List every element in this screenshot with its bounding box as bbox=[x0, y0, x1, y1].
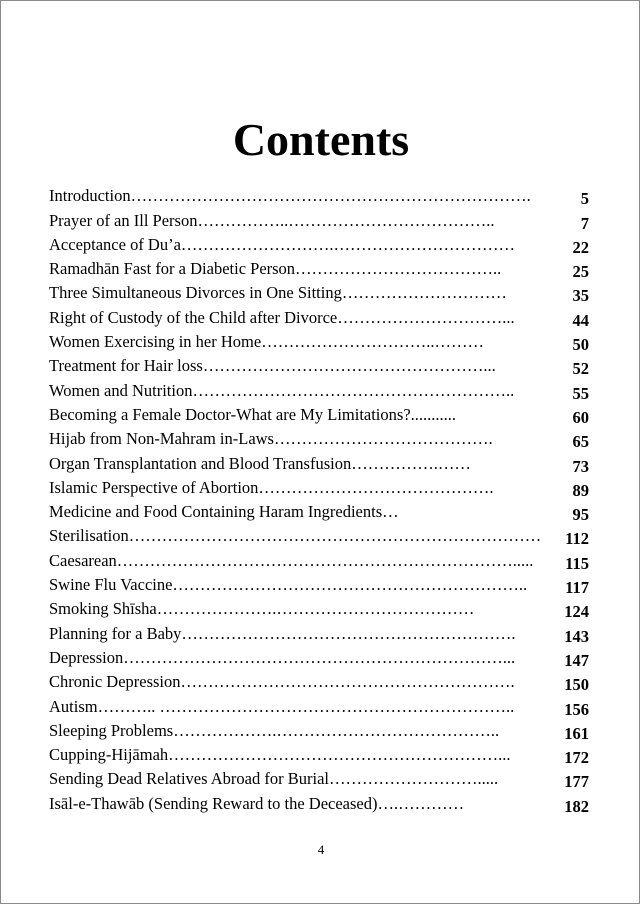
toc-entry bbox=[49, 646, 589, 670]
toc-entry-title: Three Simultaneous Divorces in One Sitting………………………… bbox=[49, 283, 507, 303]
toc-entry-page-number: 35 bbox=[572, 286, 589, 306]
toc-entry-page-number: 147 bbox=[564, 650, 589, 670]
toc-entry-page-number: 89 bbox=[572, 480, 589, 500]
page-number: 4 bbox=[317, 842, 325, 857]
toc-entry-title: Right of Custody of the Child after Divorce…………………………... bbox=[49, 307, 515, 327]
toc-entry-page-number: 143 bbox=[564, 626, 589, 646]
toc-entry-title: Prayer of an Ill Person……………..……………………………….. bbox=[49, 210, 495, 230]
toc-entry-title: Sterilisation………………………………………………………………… bbox=[49, 526, 542, 546]
toc-entry bbox=[49, 305, 589, 329]
table-of-contents bbox=[49, 184, 589, 816]
toc-entry bbox=[49, 548, 589, 572]
toc-entry-title: Sending Dead Relatives Abroad for Burial………………………..... bbox=[49, 769, 499, 789]
toc-entry bbox=[49, 184, 589, 208]
toc-entry-title: Autism……….. ……………………………………………………….. bbox=[49, 696, 515, 716]
toc-entry bbox=[49, 621, 589, 645]
toc-entry-page-number: 172 bbox=[564, 748, 589, 768]
toc-entry bbox=[49, 791, 589, 815]
toc-entry bbox=[49, 767, 589, 791]
toc-entry-page-number: 44 bbox=[572, 310, 589, 330]
toc-entry-title: Chronic Depression……………………………………………………. bbox=[49, 672, 515, 692]
toc-entry bbox=[49, 354, 589, 378]
toc-entry bbox=[49, 670, 589, 694]
toc-entry-title: Treatment for Hair loss……………………………………………... bbox=[49, 356, 496, 376]
toc-entry bbox=[49, 257, 589, 281]
toc-entry bbox=[49, 403, 589, 427]
toc-entry-title: Acceptance of Du’a……………………….…………………………… bbox=[49, 234, 516, 254]
toc-entry-title: Sleeping Problems……………….………………………………….. bbox=[49, 720, 500, 740]
toc-entry-page-number: 50 bbox=[572, 335, 589, 355]
toc-entry-page-number: 124 bbox=[564, 602, 589, 622]
toc-entry bbox=[49, 208, 589, 232]
toc-entry bbox=[49, 743, 589, 767]
toc-entry-title: Organ Transplantation and Blood Transfusion…………….…… bbox=[49, 453, 471, 473]
toc-entry-page-number: 52 bbox=[572, 359, 589, 379]
toc-entry-title: Women and Nutrition………………………………………………….. bbox=[49, 380, 515, 400]
toc-entry-page-number: 25 bbox=[572, 262, 589, 282]
page-title: Contents bbox=[232, 114, 410, 165]
toc-entry-title: Depression……………………………………………………………... bbox=[49, 647, 516, 667]
toc-entry-title: Women Exercising in her Home…………………………..……… bbox=[49, 332, 484, 352]
toc-entry bbox=[49, 233, 589, 257]
toc-entry bbox=[49, 378, 589, 402]
toc-entry-page-number: 5 bbox=[580, 189, 589, 209]
toc-entry-page-number: 177 bbox=[564, 772, 589, 792]
toc-entry-title: Medicine and Food Containing Haram Ingredients… bbox=[49, 502, 399, 522]
toc-entry-title: Islamic Perspective of Abortion……………………………………. bbox=[49, 477, 494, 497]
toc-entry-page-number: 115 bbox=[565, 553, 589, 573]
toc-entry-title: Introduction………………………………………………………………. bbox=[49, 186, 531, 206]
toc-entry-page-number: 150 bbox=[564, 675, 589, 695]
toc-entry-title: Ramadhān Fast for a Diabetic Person……………………………….. bbox=[49, 259, 502, 279]
toc-entry-page-number: 112 bbox=[565, 529, 589, 549]
toc-entry-page-number: 73 bbox=[572, 456, 589, 476]
toc-entry bbox=[49, 451, 589, 475]
toc-entry-title: Cupping-Hijāmah……………………………………………………... bbox=[49, 745, 511, 765]
toc-entry bbox=[49, 500, 589, 524]
toc-entry-title: Planning for a Baby……………………………………………………. bbox=[49, 623, 516, 643]
toc-entry-page-number: 7 bbox=[580, 213, 589, 233]
toc-entry bbox=[49, 427, 589, 451]
toc-entry-page-number: 65 bbox=[572, 432, 589, 452]
toc-entry-title: Smoking Shīsha………………….……………………………… bbox=[49, 599, 475, 619]
toc-entry-page-number: 156 bbox=[564, 699, 589, 719]
toc-entry bbox=[49, 476, 589, 500]
toc-entry bbox=[49, 719, 589, 743]
toc-entry-title: Swine Flu Vaccine……………………………………………………….. bbox=[49, 575, 528, 595]
toc-entry bbox=[49, 281, 589, 305]
toc-entry-page-number: 161 bbox=[564, 723, 589, 743]
toc-entry-page-number: 182 bbox=[564, 796, 589, 816]
toc-entry bbox=[49, 597, 589, 621]
toc-entry-page-number: 55 bbox=[572, 383, 589, 403]
toc-entry-title: Caesarean………………………………………………………………..... bbox=[49, 550, 534, 570]
toc-entry bbox=[49, 573, 589, 597]
toc-entry-title: Isāl-e-Thawāb (Sending Reward to the Deceased)….………… bbox=[49, 793, 465, 813]
toc-entry-page-number: 22 bbox=[572, 237, 589, 257]
toc-entry-page-number: 117 bbox=[565, 578, 589, 598]
toc-entry bbox=[49, 694, 589, 718]
toc-entry-page-number: 95 bbox=[572, 505, 589, 525]
toc-entry bbox=[49, 330, 589, 354]
toc-entry-page-number: 60 bbox=[572, 407, 589, 427]
toc-entry bbox=[49, 524, 589, 548]
toc-entry-title: Becoming a Female Doctor-What are My Limitations?........... bbox=[49, 404, 457, 424]
toc-entry-title: Hijab from Non-Mahram in-Laws…………………………………. bbox=[49, 429, 493, 449]
